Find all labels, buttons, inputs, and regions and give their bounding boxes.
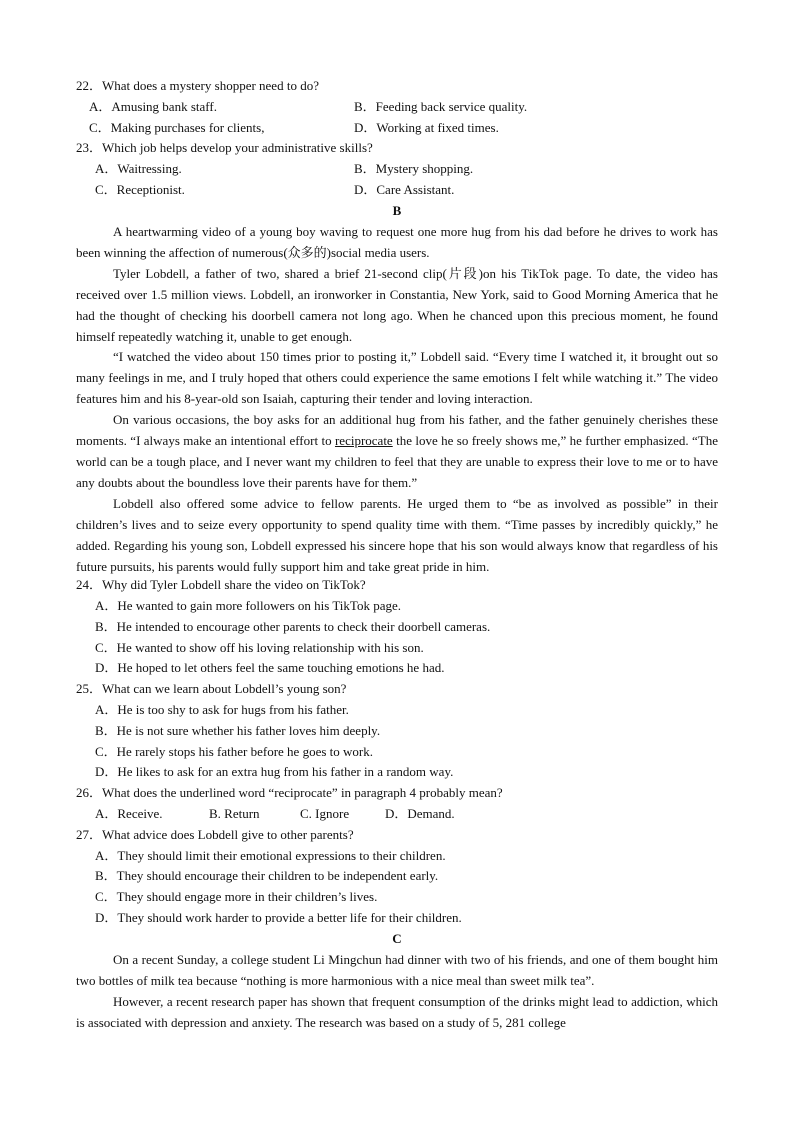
q27-stem: 27．What advice does Lobdell give to other parents? — [76, 827, 354, 842]
q27-option-c: C．They should engage more in their children’s lives. — [95, 889, 378, 904]
q24-option-b: B．He intended to encourage other parents to check their doorbell cameras. — [95, 619, 491, 634]
q23-option-d: D．Care Assistant. — [354, 182, 455, 197]
q22-option-b: B．Feeding back service quality. — [354, 99, 528, 114]
q24-option-c: C．He wanted to show off his loving relationship with his son. — [95, 640, 424, 655]
q22-option-d: D．Working at fixed times. — [354, 120, 499, 135]
passage-b-paragraph-3: “I watched the video about 150 times prior to posting it,” Lobdell said. “Every time I watched it, it brought out so many feelings in me, and I truly hoped that others could experience the same emotions I felt while watching it.” The video features him and his 8-year-old son Isaiah, capturing their tender and loving interaction. — [76, 349, 718, 407]
section-c-passage — [76, 950, 718, 1034]
q22-option-c: C．Making purchases for clients, — [89, 120, 265, 135]
section-c-heading: C — [392, 931, 402, 946]
q26-option-d: D．Demand. — [385, 806, 455, 821]
q26-stem: 26．What does the underlined word “reciprocate” in paragraph 4 probably mean? — [76, 785, 503, 800]
q23-option-b: B．Mystery shopping. — [354, 161, 474, 176]
q25-option-c: C．He rarely stops his father before he goes to work. — [95, 744, 373, 759]
q26-option-c: C. Ignore — [300, 806, 350, 821]
passage-c-paragraph-2: However, a recent research paper has shown that frequent consumption of the drinks might lead to addiction, which is associated with depression and anxiety. The research was based on a study of 5, 281 college — [76, 993, 718, 1030]
q23-option-a: A．Waitressing. — [95, 161, 182, 176]
q22-option-a: A．Amusing bank staff. — [89, 99, 217, 114]
q24-stem: 24．Why did Tyler Lobdell share the video on TikTok? — [76, 577, 366, 592]
q22-stem: 22．What does a mystery shopper need to do? — [76, 78, 319, 93]
q24-option-a: A．He wanted to gain more followers on his TikTok page. — [95, 598, 401, 613]
passage-b-paragraph-4 — [76, 410, 718, 494]
q26-option-b: B. Return — [209, 806, 260, 821]
passage-b-paragraph-2: Tyler Lobdell, a father of two, shared a brief 21-second clip(片段)on his TikTok page. To date, the video has received over 1.5 million views. Lobdell, an ironworker in Constantia, New York, said to Good Morning America that he had the thought of checking his doorbell camera not long ago. When he chanced upon this precious moment, he found himself repeatedly watching it, unable to get enough. — [76, 265, 718, 344]
q25-option-a: A．He is too shy to ask for hugs from his father. — [95, 702, 349, 717]
q26-option-a: A．Receive. — [95, 806, 163, 821]
q25-option-d: D．He likes to ask for an extra hug from his father in a random way. — [95, 764, 454, 779]
section-b-heading: B — [392, 203, 402, 218]
underlined-word-reciprocate: reciprocate — [334, 433, 393, 449]
p4-text-before: On various occasions, the boy asks for an additional hug from his father, and the father genuinely cherishes these moments. “I always make an intentional effort to — [76, 412, 718, 449]
q27-option-d: D．They should work harder to provide a better life for their children. — [95, 910, 462, 925]
q27-option-a: A．They should limit their emotional expressions to their children. — [95, 848, 446, 863]
q25-stem: 25．What can we learn about Lobdell’s young son? — [76, 681, 347, 696]
q27-option-b: B．They should encourage their children to be independent early. — [95, 868, 439, 883]
q23-option-c: C．Receptionist. — [95, 182, 185, 197]
passage-b-paragraph-1: A heartwarming video of a young boy waving to request one more hug from his dad before he drives to work has been winning the affection of numerous(众多的)social media users. — [76, 224, 718, 260]
section-b-passage — [76, 222, 718, 577]
passage-c-paragraph-1: On a recent Sunday, a college student Li Mingchun had dinner with two of his friends, and one of them bought him two bottles of milk tea because “nothing is more harmonious with a nice meal than sweet milk tea”. — [76, 952, 718, 988]
passage-b-paragraph-5: Lobdell also offered some advice to fellow parents. He urged them to “be as involved as possible” in their children’s lives and to seize every opportunity to spend quality time with them. “Time passes by incredibly quickly,” he added. Regarding his young son, Lobdell expressed his sincere hope that his son would always know that regardless of his future pursuits, his parents would fully support him and take great pride in him. — [76, 495, 718, 574]
q23-stem: 23．Which job helps develop your administrative skills? — [76, 140, 373, 155]
q25-option-b: B．He is not sure whether his father loves him deeply. — [95, 723, 381, 738]
p4-text-after: the love he so freely shows me,” he further emphasized. “The world can be a tough place, and I never want my children to feel that they are unable to express their love to me or to have any doubts about the boundless love their parents have for them.” — [76, 433, 718, 490]
q24-option-d: D．He hoped to let others feel the same touching emotions he had. — [95, 660, 445, 675]
